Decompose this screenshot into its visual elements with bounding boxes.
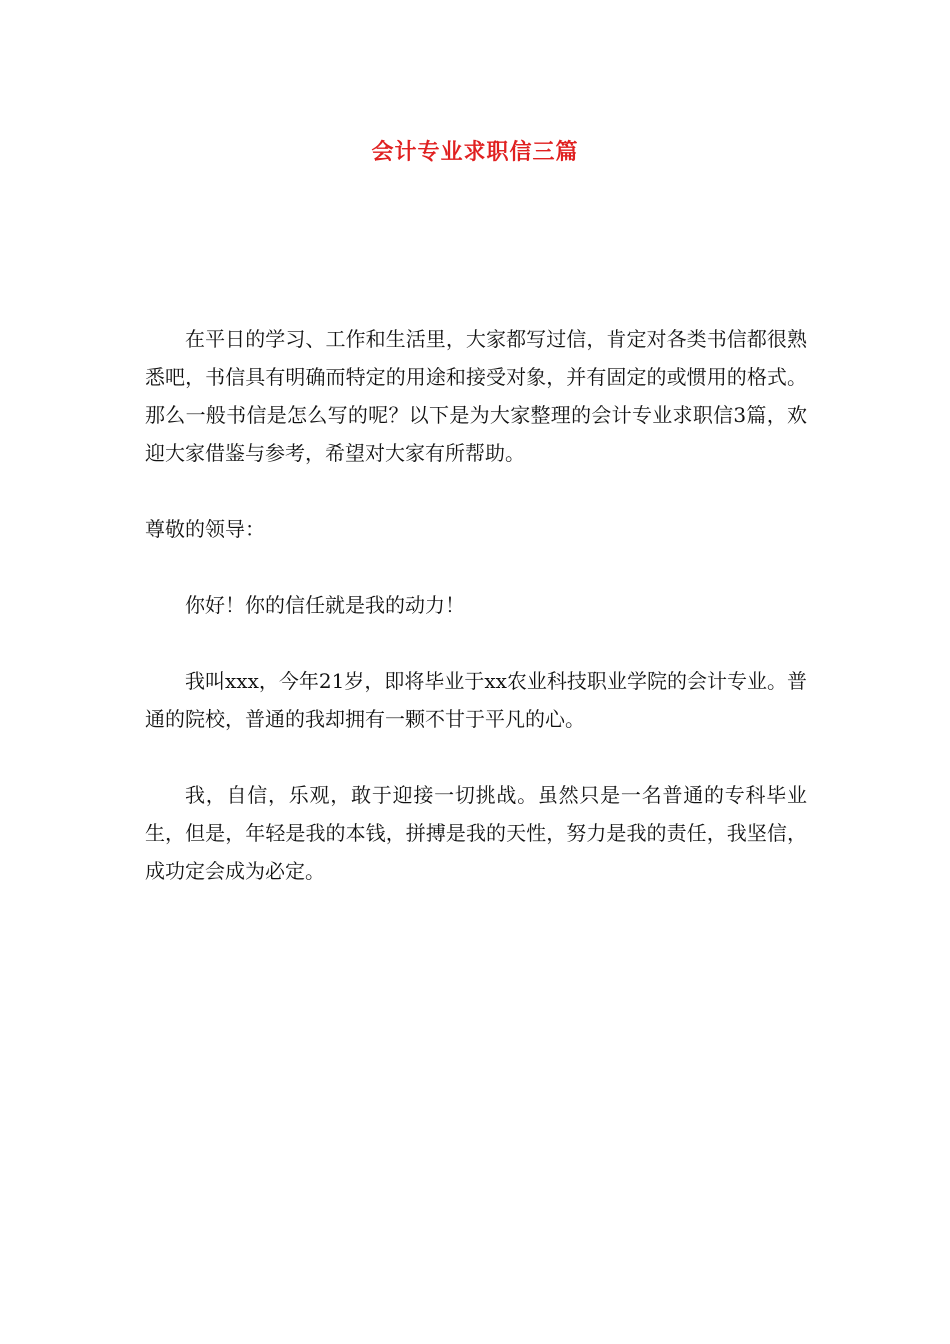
- salutation: 尊敬的领导：: [145, 517, 265, 541]
- greeting-paragraph: 你好！你的信任就是我的动力！: [185, 593, 465, 617]
- personality-paragraph: 我，自信，乐观，敢于迎接一切挑战。虽然只是一名普通的专科毕业生，但是，年轻是我的本钱，拼搏是我的天性，努力是我的责任，我坚信，成功定会成为必定。: [145, 783, 807, 883]
- document-title: 会计专业求职信三篇: [371, 139, 579, 165]
- self-introduction-paragraph: 我叫xxx，今年21岁，即将毕业于xx农业科技职业学院的会计专业。普通的院校，普通的我却拥有一颗不甘于平凡的心。: [145, 669, 807, 731]
- intro-paragraph: 在平日的学习、工作和生活里，大家都写过信，肯定对各类书信都很熟悉吧，书信具有明确而特定的用途和接受对象，并有固定的或惯用的格式。那么一般书信是怎么写的呢？以下是为大家整理的会计专业求职信3篇，欢迎大家借鉴与参考，希望对大家有所帮助。: [145, 327, 807, 465]
- document-body: [145, 320, 807, 928]
